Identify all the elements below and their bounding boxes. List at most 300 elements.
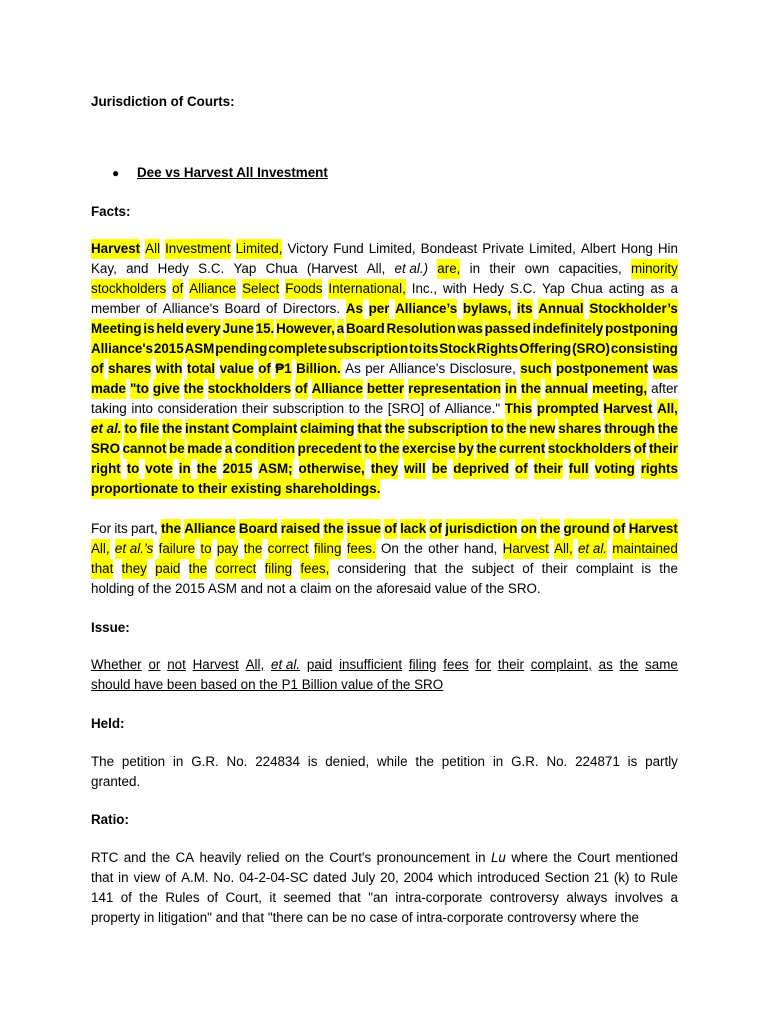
word: acting <box>608 281 645 296</box>
word: can <box>306 910 329 925</box>
word: considering <box>337 561 407 576</box>
word: 2015 <box>154 339 184 359</box>
word: hand, <box>463 541 498 556</box>
word: same <box>645 657 678 672</box>
word: or <box>148 657 161 672</box>
word: This <box>505 399 533 419</box>
word: fees. <box>347 539 376 559</box>
word: of <box>429 519 442 539</box>
word: a <box>225 439 232 459</box>
word: fees, <box>300 559 329 579</box>
word: a <box>337 319 344 339</box>
text-line <box>91 439 678 459</box>
word: the <box>619 657 639 672</box>
word: pay <box>217 539 239 559</box>
word: and <box>126 261 149 276</box>
word: Fund <box>333 241 364 256</box>
word: CA <box>175 850 195 865</box>
word: Rights <box>477 339 519 359</box>
word: a <box>670 281 678 296</box>
word: passed <box>485 319 531 339</box>
word: by <box>458 439 474 459</box>
word: is <box>627 754 638 769</box>
word: own <box>524 261 550 276</box>
word: for <box>475 657 492 672</box>
word: in <box>505 379 517 399</box>
word: the <box>404 541 423 556</box>
word: no <box>350 910 366 925</box>
text-line <box>91 868 678 888</box>
word: the <box>385 419 405 439</box>
text-line <box>91 359 678 379</box>
word: held <box>156 319 184 339</box>
word: cannot <box>123 439 167 459</box>
word: current <box>499 439 545 459</box>
word: of <box>265 301 278 316</box>
word: in <box>475 850 486 865</box>
word: stockholders <box>548 439 631 459</box>
word: raised <box>281 519 320 539</box>
word: Complaint <box>232 419 297 439</box>
word: made <box>91 379 126 399</box>
word: annual <box>545 379 588 399</box>
word: the <box>161 519 181 539</box>
word: No. <box>213 870 235 885</box>
word: 20, <box>380 870 399 885</box>
word: pending <box>215 339 267 359</box>
word: Limited, <box>236 239 283 259</box>
word: Rules <box>165 890 200 905</box>
word: Stockholder’s <box>589 299 678 319</box>
word: ASM <box>185 339 215 359</box>
word: Lu <box>490 850 506 865</box>
word: the <box>521 379 541 399</box>
text-line <box>91 299 678 319</box>
word: and <box>215 910 238 925</box>
text-line <box>91 379 678 399</box>
word: of <box>384 519 397 539</box>
word: meeting, <box>592 379 647 399</box>
word: part, <box>130 521 158 536</box>
word: consideration <box>157 401 238 416</box>
word: the <box>620 910 639 925</box>
word: Private <box>482 241 524 256</box>
word: Disclosure, <box>449 361 516 376</box>
facts-label: Facts: <box>91 204 131 219</box>
word: property <box>91 910 141 925</box>
word: June <box>223 319 254 339</box>
word: Kay, <box>91 261 117 276</box>
word: into <box>131 401 153 416</box>
word: et al.) <box>394 261 429 276</box>
bullet-icon: ● <box>112 166 120 180</box>
word: the <box>244 539 263 559</box>
word: file <box>140 419 159 439</box>
word: Alliance's <box>91 339 153 359</box>
word: subscription <box>272 401 345 416</box>
word: Billion. <box>296 359 341 379</box>
word: insufficient <box>339 657 403 672</box>
word: lack <box>400 519 426 539</box>
word: better <box>367 379 404 399</box>
word: As <box>345 361 361 376</box>
word: Investment <box>165 239 231 259</box>
text-line <box>91 675 678 695</box>
word: subscription <box>328 339 408 359</box>
word: "an <box>368 890 388 905</box>
word: their <box>489 261 516 276</box>
word: Alliance’s <box>395 299 457 319</box>
word: the <box>659 561 678 576</box>
text-line <box>91 519 678 539</box>
word: S.C. <box>509 281 537 296</box>
word: ASM; <box>258 459 292 479</box>
word: Albert <box>580 241 616 256</box>
word: maintained <box>612 539 678 559</box>
word: et al. <box>271 657 301 672</box>
word: representation <box>408 379 501 399</box>
word: fees <box>443 657 469 672</box>
word: No. <box>226 754 248 769</box>
word: shares <box>108 359 151 379</box>
word: (SRO) <box>572 339 610 359</box>
facts-paragraph-2 <box>91 519 678 599</box>
word: Rule <box>650 870 678 885</box>
text-line <box>91 655 678 675</box>
word: Hedy <box>472 281 505 296</box>
held-paragraph <box>91 752 678 792</box>
ratio-paragraph <box>91 848 678 928</box>
word: to <box>348 401 360 416</box>
word: Alliance's <box>389 361 446 376</box>
word: claiming <box>300 419 354 439</box>
text-line <box>91 752 678 772</box>
word: in <box>118 870 129 885</box>
word: Hong <box>620 241 653 256</box>
word: right <box>91 459 121 479</box>
word: full <box>569 459 589 479</box>
word: that <box>357 419 382 439</box>
word: On <box>381 541 399 556</box>
text-line <box>91 399 678 419</box>
word: All, <box>554 539 573 559</box>
issue-label: Issue: <box>91 620 130 635</box>
word: RTC <box>91 850 119 865</box>
word: (Harvest <box>306 261 358 276</box>
word: Stock <box>439 339 475 359</box>
word: value <box>220 359 254 379</box>
word: et al. <box>578 539 607 559</box>
word: All, <box>657 399 678 419</box>
word: ₱1 <box>275 359 291 379</box>
word: their <box>497 657 524 672</box>
word: new <box>529 419 555 439</box>
word: rights <box>641 459 678 479</box>
word: after <box>651 381 678 396</box>
word: Alliance." <box>444 401 501 416</box>
text-line <box>91 579 678 599</box>
word: capacities, <box>558 261 622 276</box>
word: where <box>580 910 617 925</box>
word: Board <box>346 319 385 339</box>
word: Court's <box>329 850 372 865</box>
word: of <box>91 359 104 379</box>
word: other <box>428 541 459 556</box>
word: to <box>491 419 504 439</box>
word: the <box>553 850 572 865</box>
text-line <box>91 319 678 339</box>
text-line <box>91 339 678 359</box>
word: controversy <box>489 890 559 905</box>
word: to <box>127 459 140 479</box>
word: intra-corporate <box>395 890 483 905</box>
word: of <box>258 359 271 379</box>
word: they <box>122 559 147 579</box>
word: of <box>515 459 528 479</box>
word: Chua <box>570 281 603 296</box>
word: of <box>172 279 183 299</box>
text-line <box>91 479 678 499</box>
word: of <box>634 439 647 459</box>
word: relied <box>246 850 280 865</box>
word: Harvest <box>91 239 140 259</box>
word: granted. <box>91 774 141 789</box>
word: is <box>307 754 318 769</box>
word: complaint, <box>530 657 592 672</box>
word: SRO <box>91 439 120 459</box>
word: of <box>428 401 441 416</box>
word: involves <box>614 890 664 905</box>
word: where <box>511 850 548 865</box>
word: postponement <box>556 359 648 379</box>
word: in <box>143 910 155 925</box>
word: 2004 <box>403 870 434 885</box>
word: "there <box>267 910 304 925</box>
word: Hedy <box>157 261 189 276</box>
word: stockholders <box>91 279 166 299</box>
word: a <box>670 890 678 905</box>
word: Hin <box>657 241 678 256</box>
word: the <box>305 850 324 865</box>
word: be <box>169 439 185 459</box>
word: complete <box>268 339 327 359</box>
word: which <box>438 870 473 885</box>
word: to <box>409 339 422 359</box>
word: be <box>432 459 448 479</box>
word: 224834 <box>255 754 300 769</box>
word: the <box>444 561 464 576</box>
word: exercise <box>402 439 456 459</box>
word: Board <box>239 519 278 539</box>
word: intra-corporate <box>416 910 504 925</box>
held-label: Held: <box>91 716 125 731</box>
word: Harvest <box>503 539 549 559</box>
word: introduced <box>477 870 540 885</box>
word: All <box>145 239 160 259</box>
word: denied, <box>325 754 370 769</box>
word: prompted <box>537 399 599 419</box>
word: is <box>143 319 154 339</box>
word: otherwise, <box>299 459 365 479</box>
word: and <box>123 850 147 865</box>
word: Alliance's <box>162 301 219 316</box>
word: should have been based on the P1 Billion value of the SRO <box>91 677 444 692</box>
word: always <box>566 890 608 905</box>
word: 141 <box>91 890 114 905</box>
word: with <box>156 359 183 379</box>
word: minority <box>631 259 678 279</box>
word: As <box>346 299 363 319</box>
word: it <box>269 890 277 905</box>
text-line <box>91 419 678 439</box>
word: Offering <box>519 339 571 359</box>
word: their <box>241 401 268 416</box>
ratio-label: Ratio: <box>91 812 129 827</box>
text-line <box>91 772 678 792</box>
word: the <box>476 439 496 459</box>
word: view <box>133 870 161 885</box>
word: of <box>295 379 308 399</box>
word: precedent <box>298 439 362 459</box>
word: was <box>457 319 482 339</box>
word: paid <box>155 559 180 579</box>
text-line <box>91 539 678 559</box>
word: of <box>401 910 413 925</box>
word: such <box>520 359 551 379</box>
word: 224871 <box>575 754 620 769</box>
word: holding of the 2015 ASM and not a claim on the aforesaid value of the SRO. <box>91 581 541 596</box>
section-title: Jurisdiction of Courts: <box>91 94 235 109</box>
word: its <box>114 521 128 536</box>
word: However, <box>276 319 335 339</box>
word: Limited, <box>368 241 416 256</box>
word: For <box>91 521 112 536</box>
word: Alliance <box>184 519 235 539</box>
text-line <box>91 239 678 259</box>
word: partly <box>645 754 678 769</box>
case-title: Dee vs Harvest All Investment <box>137 165 328 180</box>
word: of <box>613 519 626 539</box>
word: Alliance <box>189 279 236 299</box>
word: per <box>365 361 385 376</box>
word: of <box>165 870 177 885</box>
word: the <box>506 419 526 439</box>
word: the <box>364 401 384 416</box>
word: the <box>540 519 560 539</box>
word: complaint <box>575 561 634 576</box>
word: Directors. <box>282 301 341 316</box>
word: will <box>404 459 426 479</box>
word: Meeting <box>91 319 142 339</box>
word: S.C. <box>198 261 225 276</box>
word: was <box>653 359 678 379</box>
word: that <box>91 870 114 885</box>
word: controversy <box>507 910 577 925</box>
word: petition <box>441 754 485 769</box>
word: 21 <box>594 870 610 885</box>
word: the <box>197 459 217 479</box>
word: indefinitely <box>533 319 604 339</box>
word: through <box>604 419 655 439</box>
word: mentioned <box>615 850 678 865</box>
word: on <box>284 850 300 865</box>
word: Select <box>242 279 279 299</box>
word: No. <box>546 754 568 769</box>
word: The <box>91 754 115 769</box>
text-line <box>91 908 678 928</box>
word: give <box>153 379 180 399</box>
word: on <box>521 519 537 539</box>
word: to <box>364 439 377 459</box>
word: [SRO] <box>387 401 425 416</box>
word: instant <box>185 419 229 439</box>
word: filing <box>408 657 437 672</box>
word: its <box>423 339 439 359</box>
word: in <box>492 754 504 769</box>
word: stockholders <box>208 379 291 399</box>
word: they <box>371 459 399 479</box>
word: member <box>91 301 141 316</box>
word: Alliance <box>312 379 363 399</box>
word: proportionate to their existing shareholdings. <box>91 479 380 499</box>
word: correct <box>268 539 309 559</box>
word: that <box>338 890 361 905</box>
word: Section <box>544 870 590 885</box>
word: of <box>522 561 534 576</box>
text-line <box>91 459 678 479</box>
word: failure <box>159 539 195 559</box>
word: July <box>351 870 376 885</box>
word: 04-2-04-SC <box>239 870 309 885</box>
word: the <box>658 419 678 439</box>
word: postponing <box>605 319 678 339</box>
word: issue <box>347 519 381 539</box>
word: Board <box>224 301 261 316</box>
word: of <box>145 301 157 316</box>
word: the <box>415 754 434 769</box>
text-line <box>91 848 678 868</box>
word: Harvest <box>603 399 652 419</box>
word: taking <box>91 401 127 416</box>
word: bylaws, <box>463 299 511 319</box>
word: heavily <box>199 850 242 865</box>
text-line <box>91 259 678 279</box>
word: the <box>379 439 399 459</box>
word: with <box>443 281 467 296</box>
word: correct <box>215 559 256 579</box>
text-line <box>91 888 678 908</box>
word: Chua <box>265 261 298 276</box>
word: to <box>124 419 137 439</box>
word: every <box>186 319 221 339</box>
word: Limited, <box>528 241 576 256</box>
text-line <box>91 559 678 579</box>
word: Victory <box>287 241 329 256</box>
word: case <box>369 910 398 925</box>
issue-question <box>91 655 678 695</box>
word: be <box>332 910 348 925</box>
word: the <box>323 519 343 539</box>
word: are, <box>437 259 460 279</box>
word: its <box>517 299 533 319</box>
word: et al.’s <box>115 539 153 559</box>
word: All, <box>245 657 265 672</box>
word: "to <box>130 379 149 399</box>
word: filing <box>314 539 342 559</box>
word: shares <box>558 419 601 439</box>
text-line <box>91 279 678 299</box>
word: Bondeast <box>420 241 478 256</box>
